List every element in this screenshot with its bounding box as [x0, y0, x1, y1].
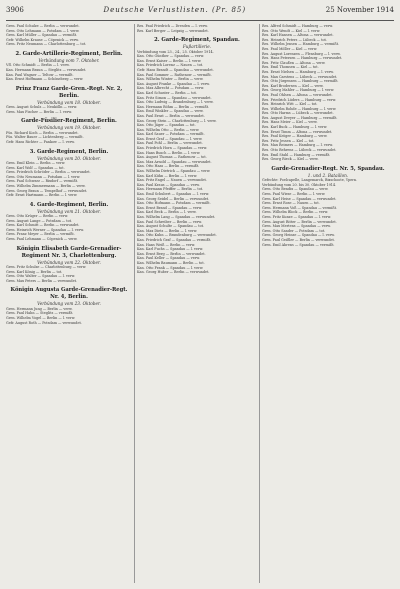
- casualty-entry: Res. Karl Hansen — Altona — verwundet.: [262, 33, 334, 38]
- casualty-entry: Res. Max Reimers — Hamburg — l. verw.: [262, 143, 333, 148]
- casualty-entry: Kan. Georg Stein — Charlottenburg — l. verw.: [137, 118, 217, 123]
- casualty-entry: Res. Heinrich Peters — Lübeck — tot.: [262, 37, 327, 42]
- list-section: [6, 118, 132, 144]
- casualty-entry: Res. Hans Petersen — Hamburg — verwundet.: [262, 56, 343, 61]
- casualty-entry: Kan. Otto Frank — Spandau — l. verw.: [137, 265, 204, 270]
- casualty-entry: Gefr. August Roth — Potsdam — verwundet.: [6, 320, 82, 325]
- casualty-entry: Gren. Heinrich Werner — Spandau — l. verw.: [6, 227, 84, 232]
- casualty-entry: Gefr. Ernst Hartmann — Berlin — l. verw.: [6, 193, 78, 198]
- casualty-entry: Kan. Wilhelm Otto — Berlin — verw.: [137, 127, 200, 132]
- casualty-entry: Res. Max Carstens — Lübeck — verwundet.: [262, 74, 338, 79]
- casualty-entry: Gren. Georg Braun — Tempelhof — verwundet.: [6, 188, 88, 193]
- casualty-entry: Gren. Max Mertens — Spandau — verw.: [262, 224, 331, 229]
- casualty-entry: Res. Paul Ohlsen — Altona — verwundet.: [262, 92, 333, 97]
- casualty-entry: Gren. Max Peters — Berlin — verwundet.: [6, 278, 78, 283]
- page-header: [6, 6, 394, 21]
- casualty-entry: Gren. August Schulz — Neukölln — verw.: [6, 105, 78, 110]
- casualty-entry: Res. August Lorenzen — Flensburg — l. verw.: [262, 51, 341, 56]
- list-section: [6, 149, 132, 198]
- casualty-entry: Kan. Max Arnold — Spandau — verwundet.: [137, 159, 212, 164]
- list-section: [262, 166, 394, 247]
- casualty-entry: Res. Wilhelm Rohde — Hamburg — l. verw.: [262, 106, 337, 111]
- casualty-entry: Kan. Wilhelm Lang — Spandau — verwundet.: [137, 214, 216, 219]
- regiment-subheading: Verbündung vom 18. Oktober.: [37, 99, 101, 105]
- regiment-subheading: Verbündung vom 7. Oktober.: [38, 57, 100, 63]
- regiment-subheading: Verbündung vom 23. Oktober.: [37, 301, 101, 307]
- list-section: [6, 202, 132, 242]
- casualty-entry: Res. Ernst Nielsen — Hamburg — l. verw.: [262, 69, 334, 74]
- casualty-entry: Kan. Otto Hofmann — Potsdam — vermißt.: [137, 201, 211, 206]
- casualty-entry: Gren. Karl Müller — Spandau — vermißt.: [6, 33, 78, 38]
- casualty-entry: Gren. Paul Schwarz — Rixdorf — vermißt.: [6, 179, 79, 184]
- casualty-entry: Kan. Karl Kühn — Berlin — l. verw.: [137, 173, 198, 178]
- casualty-entry: Gren. Otto Sander — Potsdam — tot.: [262, 228, 326, 233]
- casualty-entry: Kan. Ernst Kaiser — Berlin — l. verw.: [137, 58, 202, 63]
- casualty-entry: Gren. Hermann Voß — Spandau — vermißt.: [262, 205, 338, 210]
- regiment-subheading: 1. und 2. Bataillon.: [307, 172, 349, 178]
- casualty-entry: Gren. Otto Bendix — Spandau — verw.: [262, 187, 329, 192]
- casualty-entry: Kan. Paul Ernst — Berlin — verwundet.: [137, 113, 205, 118]
- regiment-heading: Garde-Füsilier-Regiment, Berlin.: [21, 118, 117, 125]
- casualty-entry: Gren. Wilhelm Block — Berlin — verw.: [262, 210, 329, 215]
- casualty-entry: Gren. Karl Heise — Spandau — verwundet.: [262, 196, 337, 201]
- casualty-entry: Kan. Emil Schubert — Spandau — l. verw.: [137, 192, 210, 196]
- casualty-entry: Kan. Karl Fuchs — Spandau — l. verw.: [137, 247, 204, 252]
- casualty-entry: Kan. Paul Wagner — Teltow — vermißt.: [6, 72, 74, 77]
- casualty-entry: Res. Otto Jürgensen — Hamburg — vermißt.: [262, 79, 339, 84]
- regiment-subheading: Verbündung vom 19. Oktober.: [37, 125, 101, 131]
- casualty-entry: Gren. Otto Neumann — Potsdam — l. verw.: [6, 174, 81, 179]
- casualty-entry: Gren. Emil Klein — Berlin — verw.: [6, 160, 66, 165]
- casualty-entry: Gren. Otto Walter — Spandau — l. verw.: [6, 274, 76, 279]
- casualty-entry: Gefechte: Poelcapelle, Langemarck, Bixschoote, Ypern.: [262, 178, 358, 183]
- list-section: [6, 287, 132, 325]
- casualty-entry: Res. Georg Rieck — Kiel — verw.: [262, 157, 319, 162]
- casualty-entry: Res. Paul Möller — Kiel — verw.: [262, 46, 318, 51]
- regiment-heading: Königin Augusta Garde-Grenadier-Regt. Nr. 4, Berlin.: [10, 287, 128, 301]
- casualty-entry: Kan. Hermann Pfeiffer — Berlin — tot.: [137, 187, 204, 192]
- casualty-entry: Gren. Paul Schulze — Berlin — verwundet.: [6, 24, 80, 28]
- casualty-entry: Kan. Karl Beck — Berlin — l. verw.: [137, 210, 197, 215]
- casualty-entry: Kan. Paul Keller — Spandau — verw.: [137, 256, 200, 261]
- casualty-entry: Kan. Max Dietz — Berlin — l. verw.: [137, 228, 198, 233]
- regiment-heading: Garde-Grenadier-Regt. Nr. 5, Spandau.: [271, 165, 385, 172]
- casualty-entry: Res. Friedrich Lüders — Hamburg — verw.: [262, 97, 337, 102]
- list-section: [6, 246, 132, 284]
- casualty-entry: Kan. Wilhelm Dietrich — Spandau — verw.: [137, 169, 211, 174]
- casualty-entry: Kan. Ernst Brand — Spandau — verw.: [137, 205, 203, 210]
- column-rule: [259, 24, 260, 583]
- regiment-heading: Prinz Franz Garde-Gren.-Regt. Nr. 2, Berlin.: [15, 85, 123, 99]
- casualty-entry: Kan. Hans Busch — Berlin — l. verw.: [137, 150, 201, 155]
- casualty-entry: Kan. Emil Winkler — Spandau — verw.: [137, 109, 204, 114]
- casualty-entry: Gren. Hermann Jung — Berlin — verw.: [6, 306, 73, 311]
- casualty-entry: Füs. Walter Bauer — Lichtenberg — vermißt.: [6, 135, 84, 140]
- casualty-entry: Gren. Fritz Schulze — Charlottenburg — verw.: [6, 265, 87, 270]
- casualty-entry: Kan. Max Albrecht — Potsdam — verw.: [137, 86, 205, 91]
- casualty-entry: Gren. Friedrich Schröder — Berlin — verwundet.: [6, 170, 91, 175]
- regiment-heading: 2. Garde-Artillerie-Regiment, Berlin.: [15, 50, 123, 57]
- regiment-subheading: Fußartillerie.: [182, 44, 212, 50]
- casualty-entry: Kan. Karl Schuster — Berlin — tot.: [137, 90, 197, 95]
- casualty-entry: Kan. Friedrich Graf — Spandau — vermißt.: [137, 237, 212, 242]
- casualty-entry: Kan. August Schulte — Spandau — tot.: [137, 224, 205, 229]
- casualty-entry: Res. Alfred Schmidt — Hamburg — verw.: [262, 24, 333, 28]
- regiment-heading: 3. Garde-Regiment, Berlin.: [29, 148, 109, 155]
- regiment-heading: 2. Garde-Regiment, Spandau.: [154, 37, 240, 44]
- casualty-entry: Res. Fritz Jessen — Kiel — tot.: [262, 138, 315, 143]
- list-section: [6, 86, 132, 115]
- casualty-entry: Kan. Otto Haas — Berlin — vermißt.: [137, 164, 200, 169]
- casualty-entry: Gren. August Lange — Potsdam — tot.: [6, 218, 73, 223]
- casualty-entry: Kan. Wilhelm Winter — Berlin — verw.: [137, 77, 204, 82]
- column-3: [262, 24, 394, 583]
- casualty-entry: Kan. Otto Ludwig — Brandenburg — l. verw.: [137, 100, 214, 105]
- list-section: [6, 51, 132, 82]
- casualty-entry: Kan. Georg Huber — Berlin — verwundet.: [137, 270, 210, 275]
- casualty-entry: Kan. Wilhelm Baumann — Berlin — tot.: [137, 260, 205, 265]
- casualty-entry: Res. Georg Mahler — Hamburg — l. verw.: [262, 88, 335, 93]
- casualty-entry: Gren. Ernst Rose — Nauen — tot.: [262, 201, 320, 206]
- casualty-entry: Res. Ernst Timm — Altona — verwundet.: [262, 129, 333, 134]
- casualty-entry: Kan. August Thomas — Rathenow — tot.: [137, 155, 207, 160]
- column-rule: [134, 24, 135, 583]
- casualty-entry: Gren. August Ritter — Berlin — verwundet.: [262, 219, 337, 224]
- casualty-entry: Kan. Fritz Engel — Nauen — verwundet.: [137, 178, 207, 183]
- casualty-entry: Res. Paul Friedrich — Dresden — l. verw.: [137, 24, 208, 28]
- casualty-entry: Res. Otto Behrens — Lübeck — verwundet.: [262, 148, 337, 153]
- casualty-entry: Kan. Paul Kraus — Spandau — verw.: [137, 182, 200, 187]
- casualty-entry: Res. August Dreyer — Hamburg — vermißt.: [262, 115, 338, 120]
- casualty-entry: Res. Otto Wendt — Kiel — l. verw.: [262, 28, 321, 33]
- casualty-entry: Gren. Karl König — Berlin — tot.: [6, 269, 63, 274]
- casualty-entry: Gren. Wilhelm Vogel — Berlin — l. verw.: [6, 316, 76, 321]
- casualty-entry: Füs. Richard Koch — Berlin — verwundet.: [6, 130, 79, 135]
- casualty-entry: Res. Otto Harms — Lübeck — verwundet.: [262, 111, 334, 116]
- casualty-entry: Gren. Georg Heinze — Spandau — l. verw.: [262, 233, 335, 238]
- casualty-entry: Gefr. Hans Richter — Pankow — l. verw.: [6, 139, 75, 144]
- list-section: [137, 24, 257, 33]
- casualty-entry: Kan. Ernst Graf — Spandau — l. verw.: [137, 136, 203, 141]
- column-1: [6, 24, 132, 583]
- casualty-entry: Kan. Ernst Berg — Berlin — verwundet.: [137, 251, 206, 256]
- casualty-entry: Kan. Fritz Simon — Spandau — verwundet.: [137, 95, 212, 100]
- casualty-entry: Kan. Karl Sauer — Potsdam — vermißt.: [137, 132, 205, 137]
- casualty-entry: Gren. Otto Krüger — Berlin — verw.: [6, 214, 69, 219]
- casualty-entry: Kan. Paul Pohl — Berlin — verwundet.: [137, 141, 203, 146]
- casualty-entry: Kan. Friedrich Lorenz — Nauen — tot.: [137, 63, 204, 68]
- casualty-entry: Res. Emil Thomsen — Kiel — tot.: [262, 65, 319, 70]
- list-section: [6, 24, 132, 47]
- regiment-heading: 4. Garde-Regiment, Berlin.: [29, 201, 109, 208]
- casualty-entry: Kan. Otto Günther — Spandau — verw.: [137, 54, 205, 59]
- casualty-entry: Kan. Paul Sommer — Rathenow — vermißt.: [137, 72, 212, 77]
- casualty-entry: Res. Karl Brodersen — Kiel — verw.: [262, 83, 324, 88]
- casualty-entry: Kan. Hermann Braun — Steglitz — verwundet.: [6, 67, 87, 72]
- casualty-entry: Kan. Hans Weiß — Berlin — verw.: [137, 242, 196, 247]
- list-section: [137, 37, 257, 275]
- casualty-entry: Kan. Ernst Hoffmann — Schöneberg — verw.: [6, 77, 84, 82]
- casualty-entry: Kan. August Franke — Spandau — l. verw.: [137, 81, 210, 86]
- publication-title: Deutsche Verlustlisten. (Pr. 85): [103, 6, 247, 14]
- casualty-entry: Gren. Wilhelm Zimmermann — Berlin — verw.: [6, 183, 86, 188]
- casualty-entry: Res. Hans Meier — Kiel — verw.: [262, 120, 318, 125]
- casualty-entry: Res. Fritz Claußen — Altona — verw.: [262, 60, 326, 65]
- casualty-entry: Gren. Max Fischer — Berlin — l. verw.: [6, 109, 72, 114]
- list-section: [262, 24, 394, 162]
- casualty-entry: Res. Heinrich Witt — Kiel — tot.: [262, 102, 318, 107]
- casualty-entry: Gren. Franz Meyer — Berlin — vermißt.: [6, 232, 75, 237]
- casualty-entry: Gren. Paul Lehmann — Cöpenick — verw.: [6, 237, 78, 242]
- casualty-entry: Res. Karl Buck — Hamburg — l. verw.: [262, 125, 328, 130]
- casualty-entry: Gren. Fritz Neumann — Charlottenburg — tot.: [6, 42, 87, 47]
- casualty-entry: Gren. Fritz Kunze — Spandau — l. verw.: [262, 214, 332, 219]
- casualty-entry: Gren. Otto Lehmann — Potsdam — l. verw.: [6, 28, 80, 33]
- casualty-entry: Res. Emil Stahl — Hamburg — vermißt.: [262, 152, 331, 157]
- column-2: [137, 24, 257, 583]
- casualty-entry: Kan. Georg Seidel — Berlin — verwundet.: [137, 196, 210, 201]
- casualty-entry: Res. Paul Kröger — Hamburg — verw.: [262, 134, 328, 139]
- casualty-entry: Gren. Paul Wiese — Berlin — l. verw.: [262, 192, 326, 196]
- casualty-entry: Res. Wilhelm Jensen — Hamburg — vermißt.: [262, 42, 340, 47]
- casualty-entry: Gefr. Hans Brandt — Spandau — verwundet.: [137, 67, 214, 72]
- casualty-entry: Gren. Emil Ahrens — Spandau — vermißt.: [262, 242, 335, 247]
- regiment-subheading: Verbündung vom 22. Oktober.: [37, 259, 101, 265]
- casualty-entry: Kan. Paul Schreiber — Berlin — verw.: [137, 219, 202, 224]
- regiment-subheading: Verbündung vom 20. Oktober.: [37, 155, 101, 161]
- casualty-entry: Kan. Hermann Böhm — Berlin — vermißt.: [137, 104, 210, 109]
- casualty-entry: Res. Karl Berger — Leipzig — verwundet.: [137, 28, 209, 33]
- page-number: 3906: [6, 6, 24, 14]
- casualty-entry: Gren. Paul Hahn — Steglitz — vermißt.: [6, 311, 74, 316]
- casualty-entry: Kan. Friedrich Horn — Spandau — verw.: [137, 146, 208, 151]
- casualty-entry: Gren. Karl Wolf — Spandau — tot.: [6, 165, 65, 170]
- regiment-heading: Königin Elisabeth Garde-Grenadier-Regiment Nr. 3, Charlottenburg.: [16, 245, 122, 259]
- regiment-subheading: Verbündung vom 21. Oktober.: [37, 208, 101, 214]
- issue-date: 25 November 1914: [325, 6, 394, 14]
- casualty-entry: Vfl. Otto Schmidt — Berlin — l. verw.: [6, 63, 70, 68]
- casualty-entry: Gren. Paul Geißler — Berlin — verwundet.: [262, 237, 335, 242]
- casualty-entry: Kan. Otto Kuhn — Brandenburg — verwundet.: [137, 233, 217, 238]
- casualty-entry: Verbündung vom 20. bis 30. Oktober 1914.: [262, 182, 337, 187]
- casualty-entry: Gren. Karl Schmitt — Berlin — verwundet.: [6, 223, 80, 228]
- casualty-entry: Gefr. Wilhelm Krause — Cöpenick — verw.: [6, 37, 79, 42]
- casualty-entry: Kan. Otto Jäger — Spandau — tot.: [137, 123, 196, 128]
- casualty-entry: Verbündung vom 23., 24., 25. Oktober 1914.: [137, 49, 214, 54]
